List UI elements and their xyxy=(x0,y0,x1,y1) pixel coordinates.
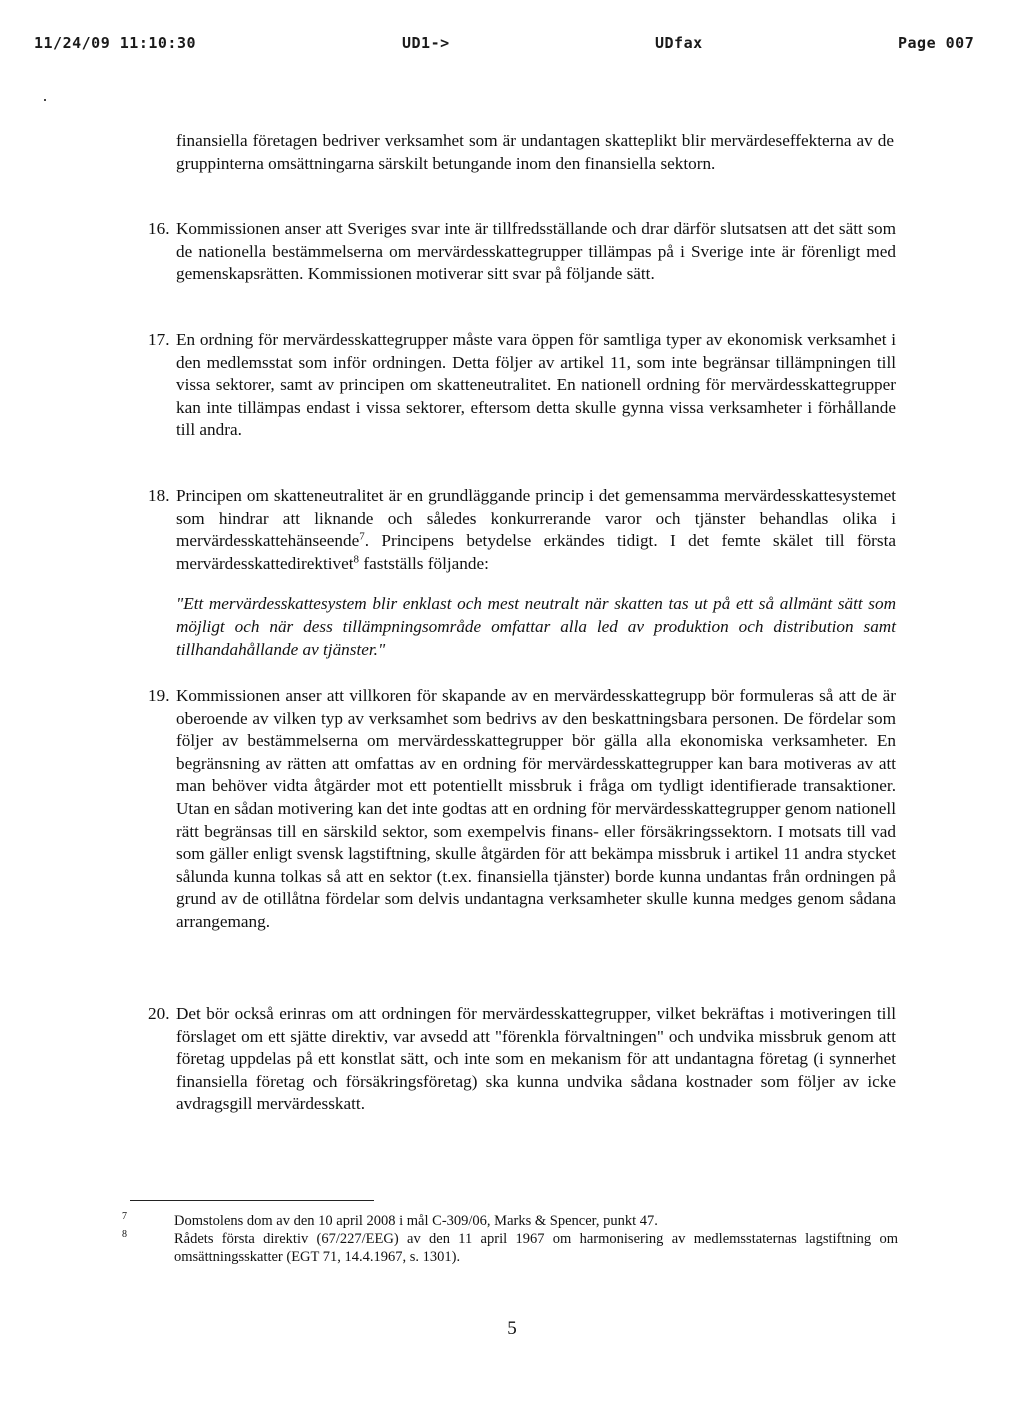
paragraph-number: 16. xyxy=(148,219,170,238)
paragraph-18 xyxy=(130,485,896,661)
footnote-ref-8: 8 xyxy=(353,553,360,566)
fax-page-indicator: Page 007 xyxy=(898,34,975,52)
paragraph-number: 17. xyxy=(148,330,170,349)
paragraph-number: 18. xyxy=(148,486,170,505)
fax-receiver: UDfax xyxy=(655,34,703,52)
footnote-7 xyxy=(122,1212,898,1230)
paragraph-text: Kommissionen anser att Sveriges svar inte är tillfredsställande och drar därför slutsatsen att det sätt som de nationella bestämmelserna om mervärdesskattegrupper tillämpas på i Sverige inte är förenligt med gemenskapsrätten. Kommissionen motiverar sitt svar på följande sätt. xyxy=(176,219,896,284)
paragraph-text: Kommissionen anser att villkoren för skapande av en mervärdesskattegrupp bör formuleras så att de är oberoende av vilken typ av verksamhet som bedrivs av den beskattningsbara personen. De fördelar som följer av bestämmelserna om mervärdesskattegrupper bör gälla alla ekonomiska verksamheter. En begränsning av rätten att omfattas av en ordning för mervärdesskattegrupper kan bara motiveras av att man behöver vidta åtgärder mot ett potentiellt missbruk i fråga om tydligt identifierade transaktioner. Utan en sådan motivering kan det inte godtas att en ordning för mervärdesskattegrupper genom nationell rätt begränsas till en särskild sektor, som exempelvis finans- eller försäkringssektorn. I motsats till vad som gäller enligt svensk lagstiftning, skulle åtgärden för att bekämpa missbruk i artikel 11 andra stycket sålunda kunna tolkas så att en sektor (t.ex. finansiella tjänster) borde kunna undantas från ordningen på grund av de otillåtna fördelar som delvis undantagna verksamheter skulle kunna medges genom sådana arrangemang. xyxy=(176,686,896,931)
footnote-separator xyxy=(130,1200,374,1201)
paragraph-text-part: Principen om skatteneutralitet är en grundläggande princip i det gemensamma mervärdesskattesystemet som hindrar att liknande och således konkurrerande varor och tjänster behandlas olika i mervärdesskattehänseende xyxy=(176,486,896,551)
scan-speck xyxy=(44,99,46,101)
footnote-mark: 8 xyxy=(122,1229,127,1240)
paragraph-number: 19. xyxy=(148,686,170,705)
footnotes xyxy=(122,1212,898,1266)
intro-paragraph: finansiella företagen bedriver verksamhet som är undantagen skatteplikt blir mervärdeseffekterna av de gruppinterna omsättningarna särskilt betungande inom den finansiella sektorn. xyxy=(176,131,894,173)
footnote-ref-7: 7 xyxy=(359,530,365,543)
footnote-text: Domstolens dom av den 10 april 2008 i mål C-309/06, Marks & Spencer, punkt 47. xyxy=(174,1213,658,1229)
paragraph-text-part: fastställs följande: xyxy=(359,553,489,573)
footnote-text: Rådets första direktiv (67/227/EEG) av den 11 april 1967 om harmonisering av medlemsstaternas lagstiftning om omsättningsskatter (EGT 71, 14.4.1967, s. 1301). xyxy=(174,1231,898,1265)
paragraph-number: 20. xyxy=(148,1004,170,1023)
fax-datetime: 11/24/09 11:10:30 xyxy=(34,34,197,52)
fax-header xyxy=(0,34,1024,56)
paragraph-19 xyxy=(130,685,896,934)
paragraph-16 xyxy=(130,218,896,286)
fax-sender: UD1-> xyxy=(402,34,450,52)
paragraph-17 xyxy=(130,329,896,442)
directive-quote: "Ett mervärdesskattesystem blir enklast och mest neutralt när skatten tas ut på ett så allmänt sätt som möjligt och när dess tillämpningsområde omfattar alla led av produktion och distribution samt tillhandahållande av tjänster." xyxy=(176,594,896,659)
footnote-8 xyxy=(122,1230,898,1266)
footnote-mark: 7 xyxy=(122,1211,127,1222)
paragraph-text: Det bör också erinras om att ordningen för mervärdesskattegrupper, vilket bekräftas i motiveringen till förslaget om ett sjätte direktiv, var avsedd att "förenkla förvaltningen" och undvika missbruk genom att företag uppdelas på ett konstlat sätt, och inte som en mekanism för att undantagna företag (i synnerhet finansiella företag och försäkringsföretag) ska kunna undvika sådana kostnader som följer av icke avdragsgill mervärdesskatt. xyxy=(176,1004,896,1114)
paragraph-text: En ordning för mervärdesskattegrupper måste vara öppen för samtliga typer av ekonomisk verksamhet i den medlemsstat som inför ordningen. Detta följer av artikel 11, som inte begränsar tillämpningen till vissa sektorer, samt av principen om skatteneutralitet. En nationell ordning för mervärdesskattegrupper kan inte tillämpas endast i vissa sektorer, eftersom detta skulle gynna vissa verksamheter i förhållande till andra. xyxy=(176,330,896,440)
paragraph-text xyxy=(176,485,896,661)
paragraph-20 xyxy=(130,1003,896,1116)
page-number: 5 xyxy=(507,1318,517,1339)
paragraph-text-part: . Principens betydelse erkändes tidigt. I det femte skälet till första mervärdesskattedirektivet xyxy=(176,531,896,573)
